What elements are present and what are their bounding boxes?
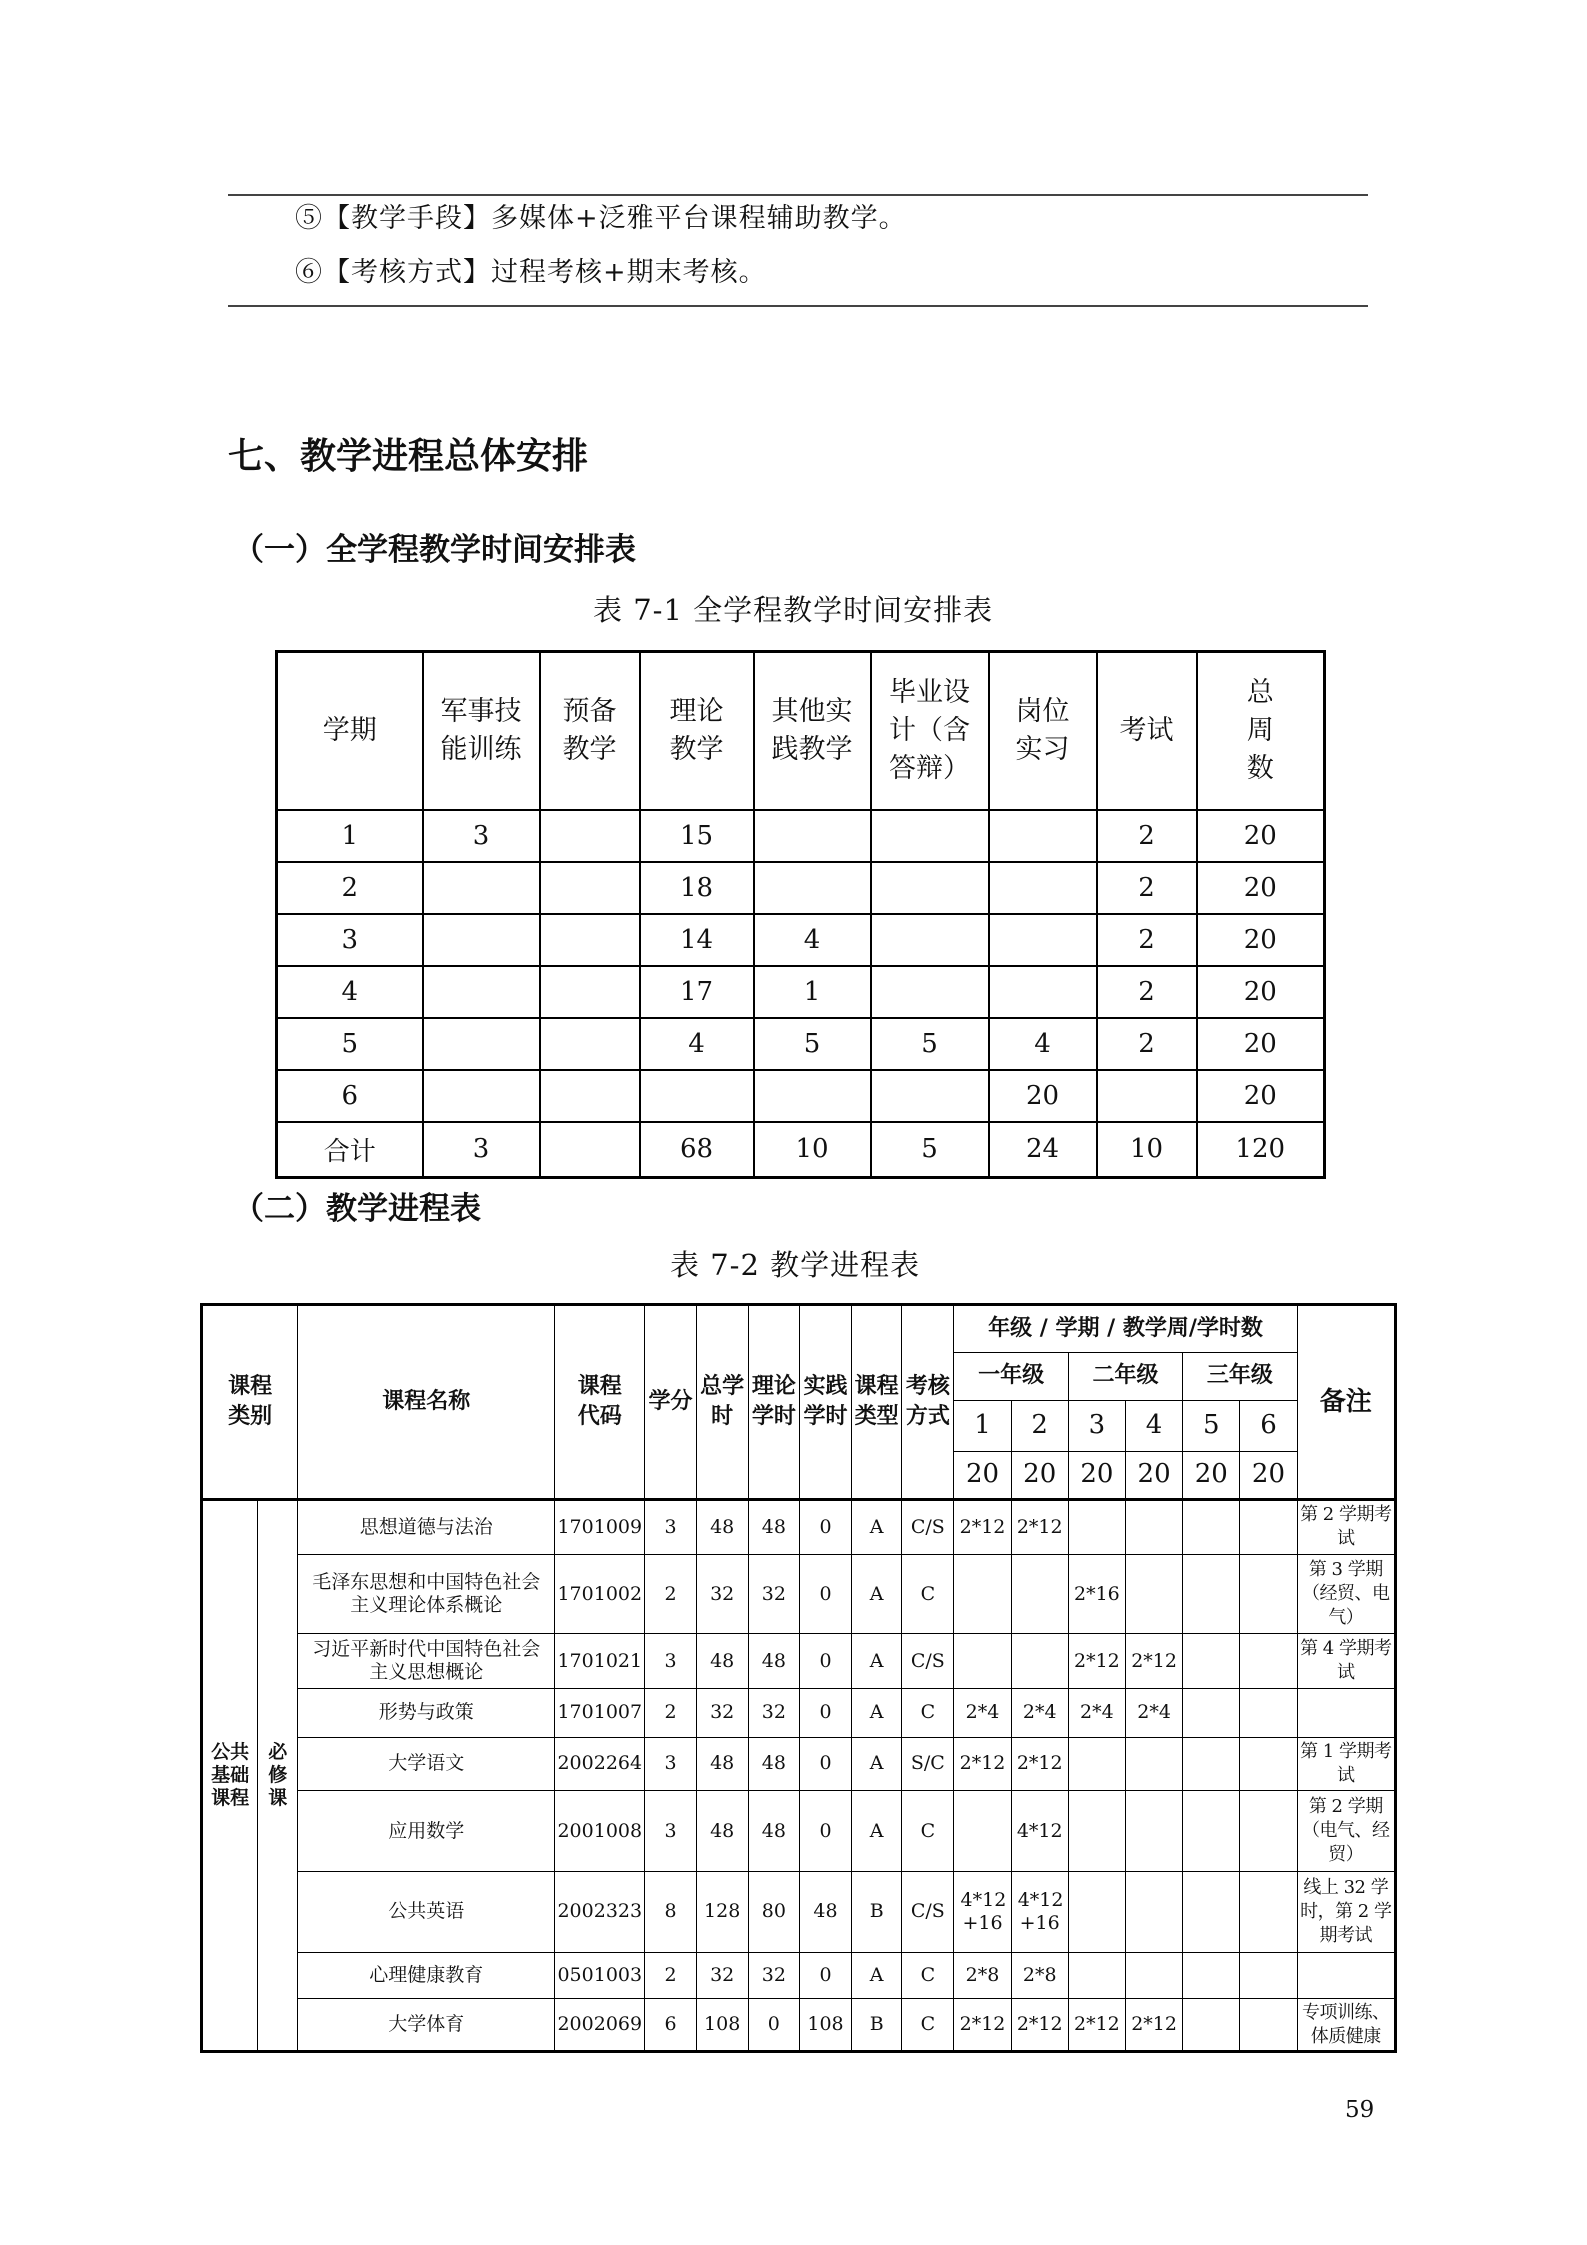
header-semester-4: 4 (1125, 1401, 1182, 1452)
table2-caption: 表 7-2 教学进程表 (670, 1248, 921, 1282)
table-row: 公共英语 2002323 8 128 80 48 B C/S 4*12 +16 4*12 +16 线上 32 学时，第 2 学期考试 (202, 1872, 1396, 1953)
header-semester-6: 6 (1240, 1401, 1297, 1452)
table-row: 公共基础课程 必修课 思想道德与法治 1701009 3 48 48 0 A C/S 2*12 2*12 第 2 学期考试 (202, 1500, 1396, 1555)
header-prep: 预备教学 (540, 652, 640, 810)
header-credit: 学分 (645, 1305, 696, 1500)
table-row: 1 3 15 2 20 (277, 810, 1325, 862)
table-row: 2 18 2 20 (277, 862, 1325, 914)
page-number: 59 (1345, 2097, 1375, 2123)
header-weeks-1: 20 (954, 1451, 1011, 1500)
table-row: 毛泽东思想和中国特色社会主义理论体系概论 1701002 2 32 32 0 A C 2*16 第 3 学期（经贸、电气） (202, 1554, 1396, 1634)
header-semester: 学期 (277, 652, 423, 810)
subsection-title-1: （一）全学程教学时间安排表 (233, 532, 636, 568)
header-semester-3: 3 (1068, 1401, 1125, 1452)
header-remark: 备注 (1297, 1305, 1395, 1500)
table-row: 大学语文 2002264 3 48 48 0 A S/C 2*12 2*12 第 1 学期考试 (202, 1737, 1396, 1791)
header-grade-3: 三年级 (1183, 1352, 1297, 1401)
header-course-name: 课程名称 (298, 1305, 555, 1500)
header-total-hours: 总学时 (696, 1305, 748, 1500)
table-row: 大学体育 2002069 6 108 0 108 B C 2*12 2*12 2*12 2*12 专项训练、体质健康 (202, 1999, 1396, 2052)
header-weeks-6: 20 (1240, 1451, 1297, 1500)
table-row: 3 14 4 2 20 (277, 914, 1325, 966)
header-grade-semester: 年级 / 学期 / 教学周/学时数 (954, 1305, 1297, 1353)
header-other-practice: 其他实践教学 (754, 652, 871, 810)
header-weeks-4: 20 (1125, 1451, 1182, 1500)
table-row: 心理健康教育 0501003 2 32 32 0 A C 2*8 2*8 (202, 1952, 1396, 1998)
header-theory: 理论教学 (640, 652, 754, 810)
group-public-basic: 公共基础课程 (202, 1500, 258, 2052)
note-teaching-means: ⑤【教学手段】多媒体+泛雅平台课程辅助教学。 (295, 203, 907, 234)
table1-caption: 表 7-1 全学程教学时间安排表 (593, 593, 994, 627)
header-total-weeks: 总周数 (1197, 652, 1325, 810)
header-category: 课程类别 (202, 1305, 298, 1500)
table-row: 5 4 5 5 4 2 20 (277, 1018, 1325, 1070)
table-row: 形势与政策 1701007 2 32 32 0 A C 2*4 2*4 2*4 2*4 (202, 1689, 1396, 1738)
header-theory-hours: 理论学时 (748, 1305, 799, 1500)
header-practice-hours: 实践学时 (799, 1305, 851, 1500)
header-weeks-2: 20 (1011, 1451, 1068, 1500)
header-semester-1: 1 (954, 1401, 1011, 1452)
subgroup-required: 必修课 (258, 1500, 298, 2052)
table-row: 6 20 20 (277, 1070, 1325, 1122)
section-title: 七、教学进程总体安排 (228, 436, 589, 477)
note-assessment: ⑥【考核方式】过程考核+期末考核。 (295, 257, 767, 288)
semester-schedule-table (275, 650, 1326, 1179)
header-weeks-3: 20 (1068, 1451, 1125, 1500)
subsection-title-2: （二）教学进程表 (233, 1191, 481, 1227)
header-semester-2: 2 (1011, 1401, 1068, 1452)
header-semester-5: 5 (1183, 1401, 1240, 1452)
header-exam: 考试 (1097, 652, 1197, 810)
header-weeks-5: 20 (1183, 1451, 1240, 1500)
table-total-row: 合计 3 68 10 5 24 10 120 (277, 1122, 1325, 1178)
header-grade-1: 一年级 (954, 1352, 1068, 1401)
table-row: 应用数学 2001008 3 48 48 0 A C 4*12 第 2 学期（电气、经贸） (202, 1791, 1396, 1872)
table-row: 4 17 1 2 20 (277, 966, 1325, 1018)
course-progress-table (200, 1303, 1397, 2053)
header-exam-mode: 考核方式 (902, 1305, 954, 1500)
table-row: 习近平新时代中国特色社会主义思想概论 1701021 3 48 48 0 A C/S 2*12 2*12 第 4 学期考试 (202, 1634, 1396, 1689)
header-graduation-design: 毕业设计（含答辩） (871, 652, 989, 810)
header-military: 军事技能训练 (423, 652, 540, 810)
header-grade-2: 二年级 (1068, 1352, 1182, 1401)
header-internship: 岗位实习 (989, 652, 1097, 810)
header-course-type: 课程类型 (852, 1305, 902, 1500)
bottom-rule (228, 305, 1368, 307)
header-course-code: 课程代码 (555, 1305, 645, 1500)
